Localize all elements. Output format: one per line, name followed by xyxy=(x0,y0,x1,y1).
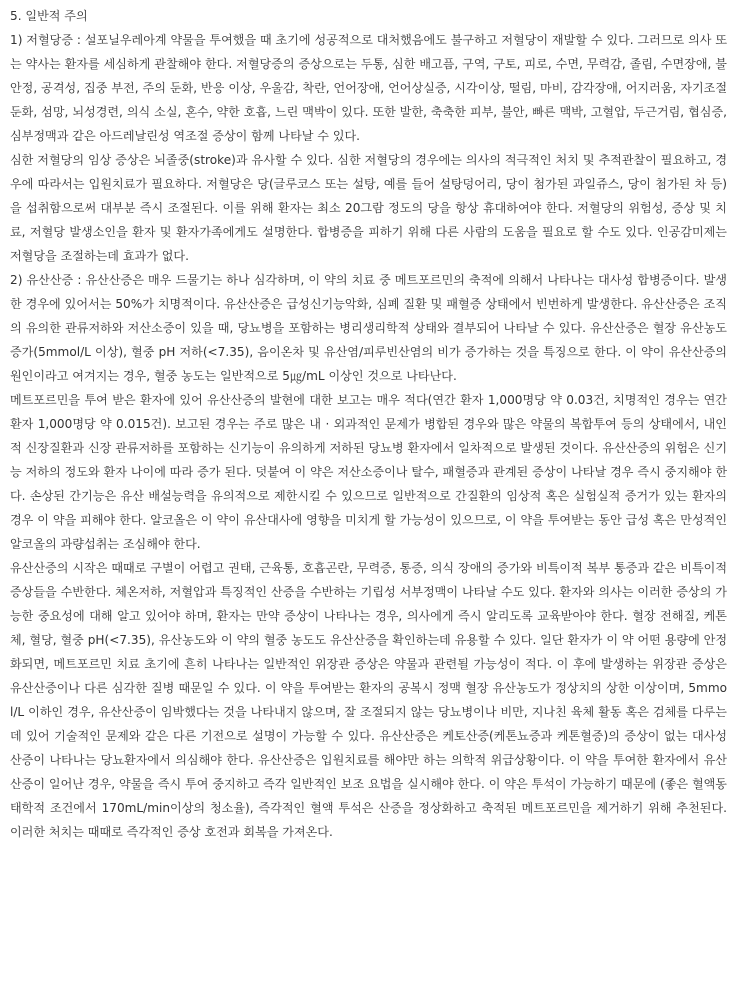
paragraph-metformin-reports: 메트포르민을 투여 받은 환자에 있어 유산산증의 발현에 대한 보고는 매우 적다(연간 환자 1,000명당 약 0.03건, 치명적인 경우는 연간 환자 1,000명당 약 0.015건). 보고된 경우는 주로 많은 내 · 외과적인 문제가 병합된 경우와 많은 약물의 복합투여 등의 상태에서, 내인적 신장질환과 신장 관류저하를 포함하는 신기능이 유의하게 저하된 당뇨병 환자에서 일차적으로 발생된 것이다. 유산산증의 위험은 신기능 저하의 정도와 환자 나이에 따라 증가 된다. 덧붙여 이 약은 저산소증이나 탈수, 패혈증과 관계된 증상이 나타날 경우 즉시 중지해야 한다. 손상된 간기능은 유산 배설능력을 유의적으로 제한시킬 수 있으므로 일반적으로 간질환의 임상적 혹은 실험실적 증거가 있는 환자의 경우 이 약을 피해야 한다. 알코올은 이 약이 유산대사에 영향을 미치게 할 가능성이 있으므로, 이 약을 투여받는 동안 급성 혹은 만성적인 알코올의 과량섭취는 조심해야 한다. xyxy=(10,393,727,551)
paragraph-lactic-acidosis: 2) 유산산증 : 유산산증은 매우 드물기는 하나 심각하며, 이 약의 치료 중 메트포르민의 축적에 의해서 나타나는 대사성 합병증이다. 발생한 경우에 있어서는 50%가 치명적이다. 유산산증은 급성신기능악화, 심폐 질환 및 패혈증 상태에서 빈번하게 발생한다. 유산산증은 조직의 유의한 관류저하와 저산소증이 있을 때, 당뇨병을 포함하는 병리생리학적 상태와 결부되어 나타날 수 있다. 유산산증은 혈장 유산농도 증가(5mmol/L 이상), 혈중 pH 저하(<7.35), 음이온차 및 유산염/피루빈산염의 비가 증가하는 것을 특징으로 한다. 이 약이 유산산증의 원인이라고 여겨지는 경우, 혈중 농도는 일반적으로 5㎍/mL 이상인 것으로 나타난다. xyxy=(10,273,727,383)
paragraph-hypoglycemia: 1) 저혈당증 : 설포닐우레아계 약물을 투여했을 때 초기에 성공적으로 대처했음에도 불구하고 저혈당이 재발할 수 있다. 그러므로 의사 또는 약사는 환자를 세심하게 관찰해야 한다. 저혈당증의 증상으로는 두통, 심한 배고픔, 구역, 구토, 피로, 수면, 무력감, 졸림, 수면장애, 불안정, 공격성, 집중 부전, 주의 둔화, 반응 이상, 우울감, 착란, 언어장애, 언어상실증, 시각이상, 떨림, 마비, 감각장애, 어지러움, 자기조절 둔화, 섬망, 뇌성경련, 의식 소실, 혼수, 약한 호흡, 느린 맥박이 있다. 또한 발한, 축축한 피부, 불안, 빠른 맥박, 고혈압, 두근거림, 협심증, 심부정맥과 같은 아드레날린성 역조절 증상이 함께 나타날 수 있다. xyxy=(10,33,727,143)
paragraph-lactic-acidosis-symptoms: 유산산증의 시작은 때때로 구별이 어렵고 권태, 근육통, 호흡곤란, 무력증, 통증, 의식 장애의 증가와 비특이적 복부 통증과 같은 비특이적 증상들을 수반한다. 체온저하, 저혈압과 특징적인 산증을 수반하는 기립성 서부정맥이 나타날 수도 있다. 환자와 의사는 이러한 증상의 가능한 중요성에 대해 알고 있어야 하며, 환자는 만약 증상이 나타나는 경우, 의사에게 즉시 알리도록 교육받아야 한다. 혈장 전해질, 케톤체, 혈당, 혈중 pH(<7.35), 유산농도와 이 약의 혈중 농도도 유산산증을 확인하는데 유용할 수 있다. 일단 환자가 이 약 어떤 용량에 안정화되면, 메트포르민 치료 초기에 흔히 나타나는 일반적인 위장관 증상은 약물과 관련될 가능성이 적다. 이 후에 발생하는 위장관 증상은 유산산증이나 다른 심각한 질병 때문일 수 있다. 이 약을 투여받는 환자의 공복시 정맥 혈장 유산농도가 정상치의 상한 이상이며, 5mmol/L 이하인 경우, 유산산증이 임박했다는 것을 나타내지 않으며, 잘 조절되지 않는 당뇨병이나 비만, 지나친 육체 활동 혹은 검체를 다루는데 있어 기술적인 문제와 같은 다른 기전으로 설명이 가능할 수 있다. 유산산증은 케토산증(케톤뇨증과 케톤혈증)의 증상이 없는 대사성 산증이 나타나는 당뇨환자에서 의심해야 한다. 유산산증은 입원치료를 해야만 하는 의학적 위급상황이다. 이 약을 투여한 환자에서 유산산증이 일어난 경우, 약물을 즉시 투여 중지하고 즉각 일반적인 보조 요법을 실시해야 한다. 이 약은 투석이 가능하기 때문에 (좋은 혈액동태학적 조건에서 170mL/min이상의 청소율), 즉각적인 혈액 투석은 산증을 정상화하고 축적된 메트포르민을 제거하기 위해 추천된다. 이러한 처치는 때때로 즉각적인 증상 호전과 회복을 가져온다. xyxy=(10,561,727,839)
section-title: 5. 일반적 주의 xyxy=(10,9,88,23)
paragraph-severe-hypoglycemia: 심한 저혈당의 임상 증상은 뇌졸중(stroke)과 유사할 수 있다. 심한 저혈당의 경우에는 의사의 적극적인 처치 및 추적관찰이 필요하고, 경우에 따라서는 입원치료가 필요하다. 저혈당은 당(글루코스 또는 설탕, 예를 들어 설탕덩어리, 당이 첨가된 과일쥬스, 당이 첨가된 차 등)을 섭취함으로써 대부분 즉시 조절된다. 이를 위해 환자는 최소 20그람 정도의 당을 항상 휴대하여야 한다. 저혈당의 위험성, 증상 및 치료, 저혈당 발생소인을 환자 및 환자가족에게도 설명한다. 합병증을 피하기 위해 다른 사람의 도움을 필요로 할 수도 있다. 인공감미제는 저혈당을 조절하는데 효과가 없다. xyxy=(10,153,727,263)
